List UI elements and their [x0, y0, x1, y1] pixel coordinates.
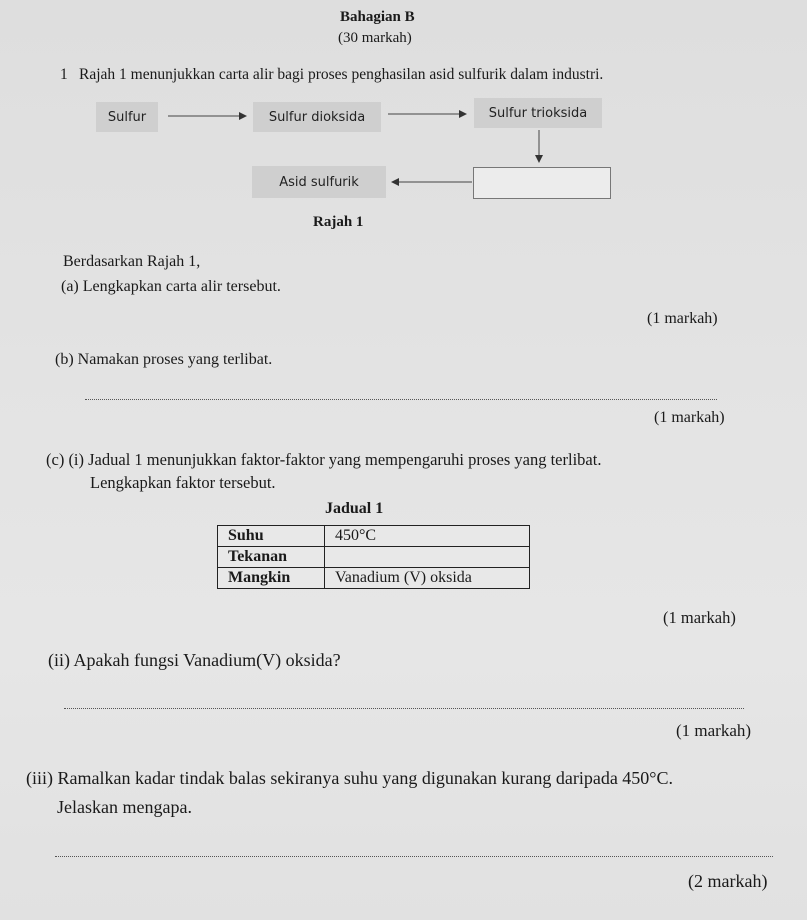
flowchart-caption: Rajah 1	[313, 214, 364, 230]
part-c-ii-answer-line[interactable]	[64, 708, 744, 709]
flow-node-sulfur-dioksida: Sulfur dioksida	[253, 102, 381, 132]
table-caption: Jadual 1	[325, 500, 384, 517]
intro-text: Berdasarkan Rajah 1,	[63, 253, 201, 270]
part-a-marks: (1 markah)	[647, 310, 718, 327]
part-c-iii-answer-line[interactable]	[55, 856, 773, 857]
table-row	[218, 526, 530, 547]
flow-node-sulfur-trioksida: Sulfur trioksida	[474, 98, 602, 128]
factors-table	[217, 525, 530, 589]
part-c-i-instruction: Lengkapkan faktor tersebut.	[90, 473, 276, 492]
flow-node-sulfur: Sulfur	[96, 102, 158, 132]
row-value-mangkin: Vanadium (V) oksida	[325, 568, 530, 589]
question-stem: Rajah 1 menunjukkan carta alir bagi proses penghasilan asid sulfurik dalam industri.	[79, 66, 604, 83]
part-c-iii-marks: (2 markah)	[688, 871, 768, 891]
part-c-ii-marks: (1 markah)	[676, 721, 752, 740]
part-b-marks: (1 markah)	[654, 409, 725, 426]
section-title: Bahagian B	[340, 9, 415, 25]
part-c-i-marks: (1 markah)	[663, 608, 736, 627]
table-row	[218, 568, 530, 589]
question-number: 1	[60, 66, 68, 83]
part-a-question: (a) Lengkapkan carta alir tersebut.	[61, 278, 281, 295]
section-marks: (30 markah)	[338, 30, 412, 46]
row-label-suhu: Suhu	[218, 526, 325, 547]
flow-arrows	[0, 0, 807, 230]
row-value-suhu: 450°C	[325, 526, 530, 547]
table-row	[218, 547, 530, 568]
row-value-tekanan-blank[interactable]	[325, 547, 530, 568]
part-b-question: (b) Namakan proses yang terlibat.	[55, 351, 273, 368]
row-label-mangkin: Mangkin	[218, 568, 325, 589]
part-c-ii-question: (ii) Apakah fungsi Vanadium(V) oksida?	[48, 650, 341, 670]
part-b-answer-line[interactable]	[85, 399, 717, 400]
part-c-i-question: (c) (i) Jadual 1 menunjukkan faktor-faktor yang mempengaruhi proses yang terlibat.	[46, 450, 602, 469]
flow-node-asid-sulfurik: Asid sulfurik	[252, 166, 386, 198]
row-label-tekanan: Tekanan	[218, 547, 325, 568]
part-c-iii-instruction: Jelaskan mengapa.	[57, 797, 192, 817]
part-c-iii-question: (iii) Ramalkan kadar tindak balas sekiranya suhu yang digunakan kurang daripada 450°C.	[26, 768, 674, 788]
